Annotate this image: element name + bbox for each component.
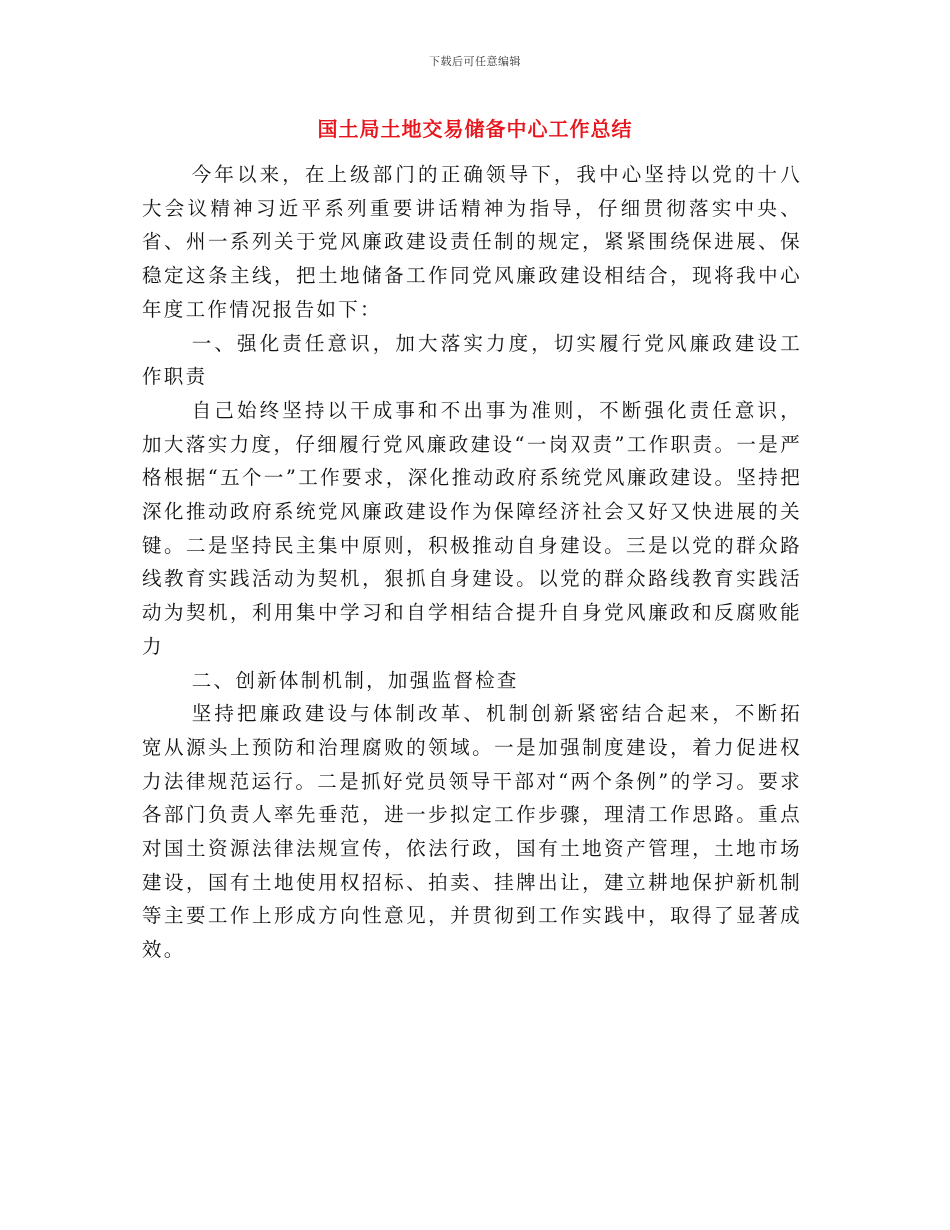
- document-body: [142, 158, 802, 967]
- header-note: 下载后可任意编辑: [429, 55, 521, 68]
- paragraph-section-2: 坚持把廉政建设与体制改革、机制创新紧密结合起来，不断拓宽从源头上预防和治理腐败的领域。一是加强制度建设，着力促进权力法律规范运行。二是抓好党员领导干部对“两个条例”的学习。要求各部门负责人率先垂范，进一步拟定工作步骤，理清工作思路。重点对国土资源法律法规宣传，依法行政，国有土地资产管理，土地市场建设，国有土地使用权招标、拍卖、挂牌出让，建立耕地保护新机制等主要工作上形成方向性意见，并贯彻到工作实践中，取得了显著成效。: [142, 702, 802, 962]
- paragraph-intro: 今年以来，在上级部门的正确领导下，我中心坚持以党的十八大会议精神习近平系列重要讲话精神为指导，仔细贯彻落实中央、省、州一系列关于党风廉政建设责任制的规定，紧紧围绕保进展、保稳定这条主线，把土地储备工作同党风廉政建设相结合，现将我中心年度工作情况报告如下：: [142, 163, 802, 321]
- paragraph-section-1: 自己始终坚持以干成事和不出事为准则，不断强化责任意识，加大落实力度，仔细履行党风廉政建设“一岗双责”工作职责。一是严格根据“五个一”工作要求，深化推动政府系统党风廉政建设。坚持把深化推动政府系统党风廉政建设作为保障经济社会又好又快进展的关键。二是坚持民主集中原则，积极推动自身建设。三是以党的群众路线教育实践活动为契机，狠抓自身建设。以党的群众路线教育实践活动为契机，利用集中学习和自学相结合提升自身党风廉政和反腐败能力: [142, 398, 802, 658]
- section-heading-2: 二、创新体制机制，加强监督检查: [191, 668, 519, 692]
- section-heading-1: 一、强化责任意识，加大落实力度，切实履行党风廉政建设工作职责: [142, 331, 802, 389]
- document-title: 国土局土地交易储备中心工作总结: [317, 117, 633, 141]
